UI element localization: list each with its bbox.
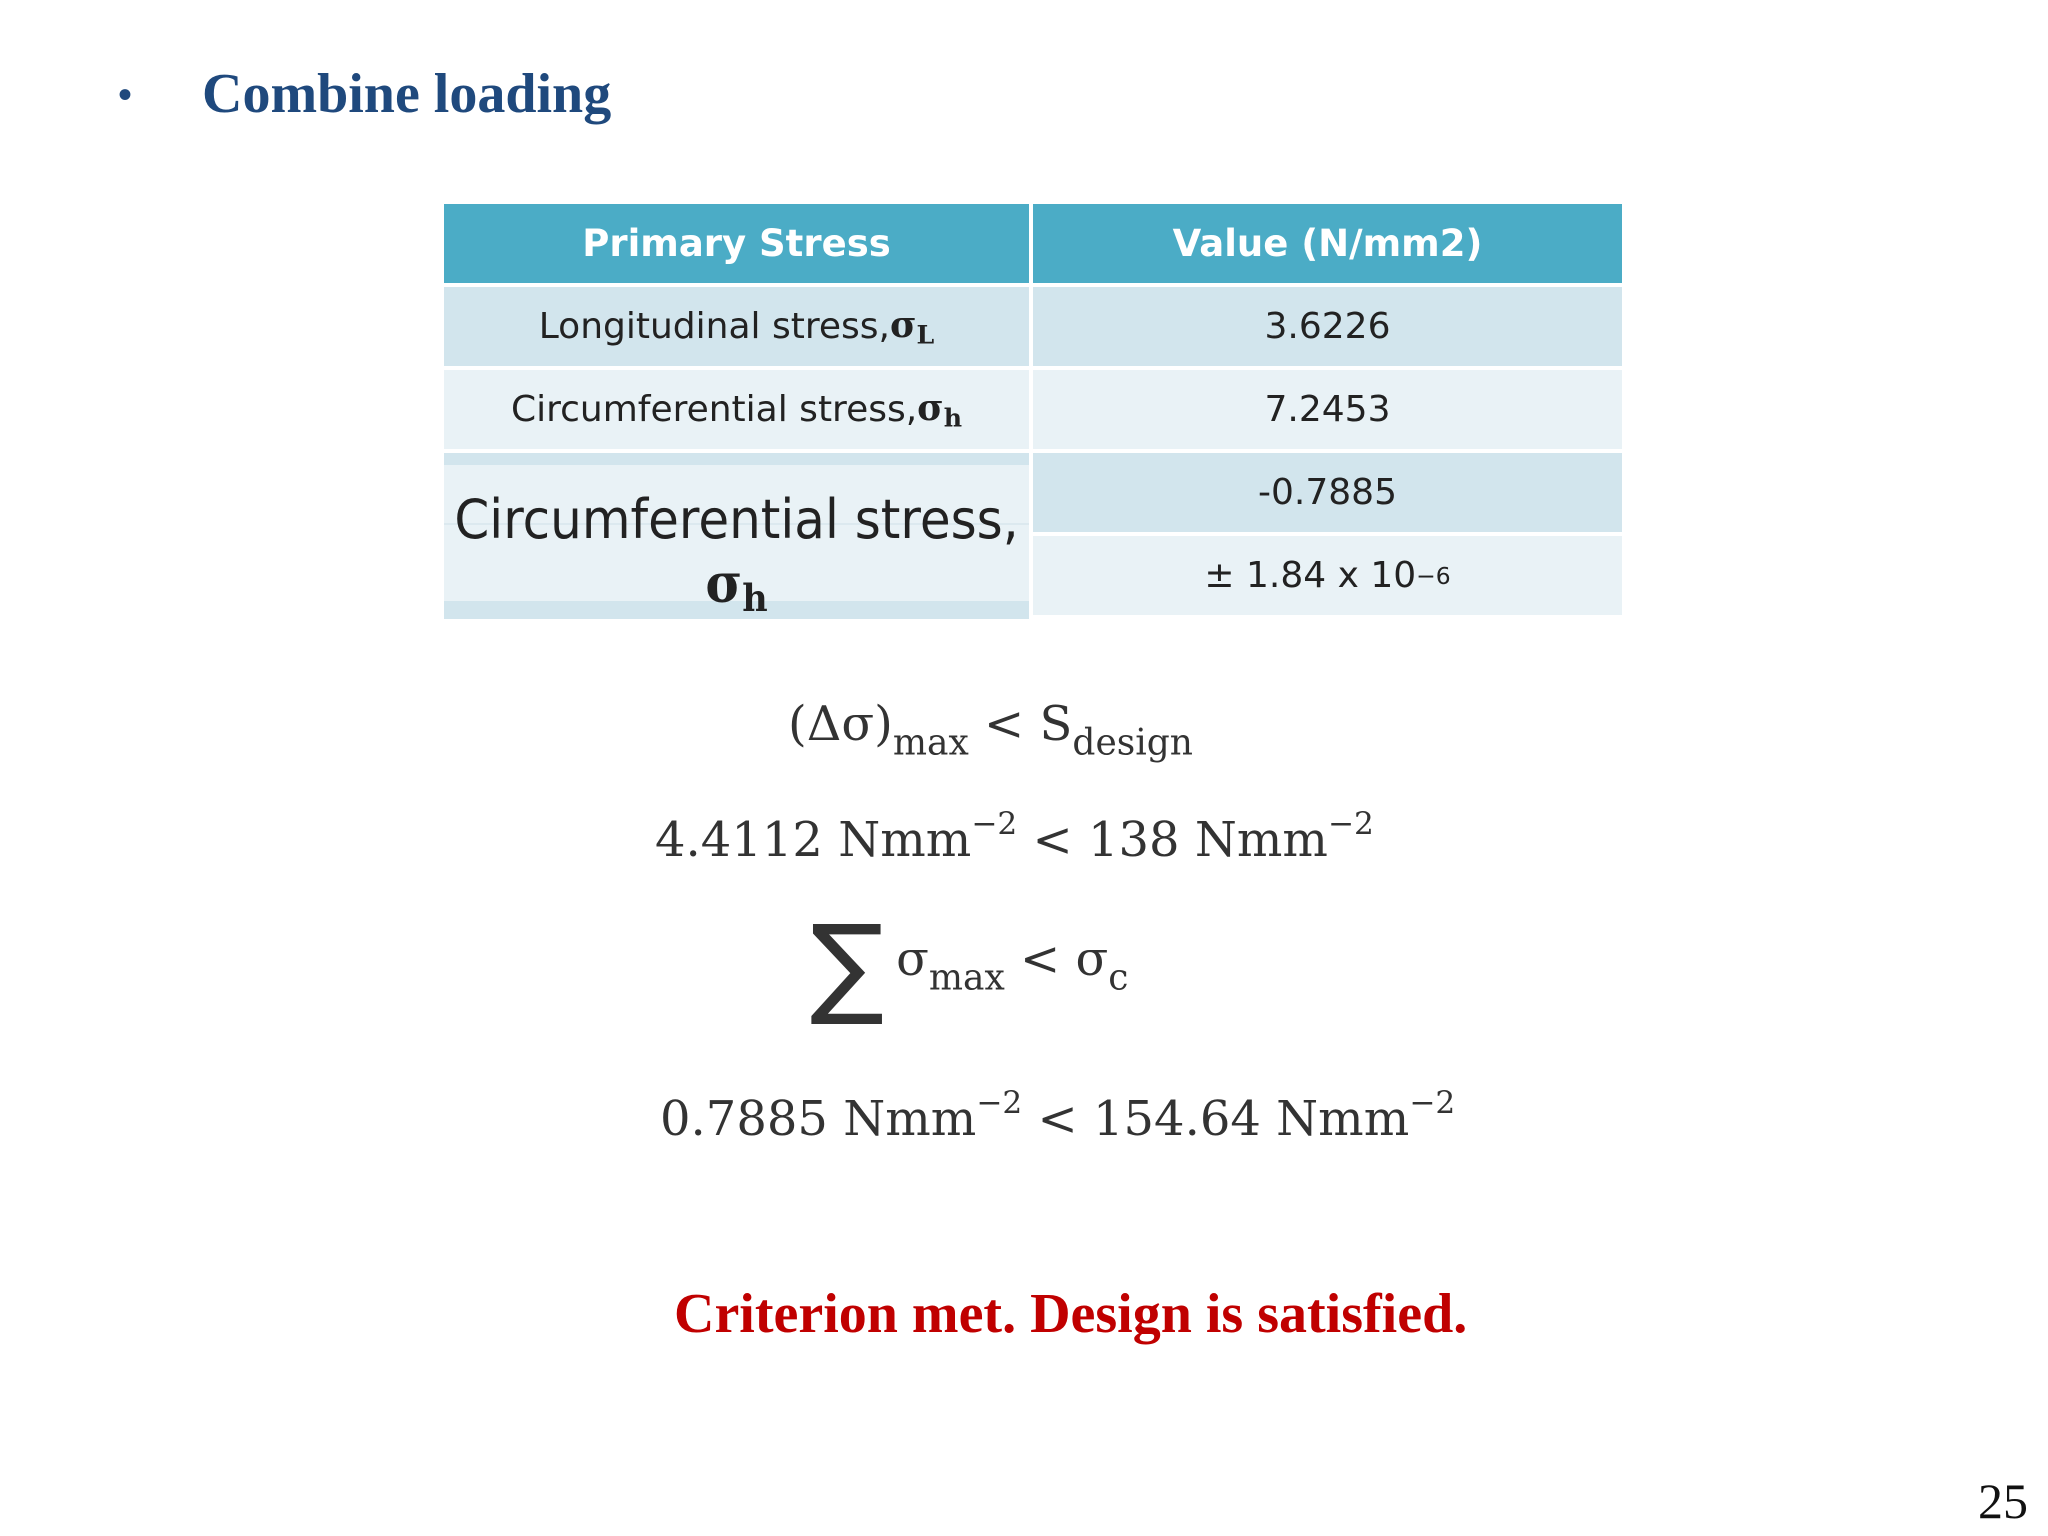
summation-icon: ∑ <box>810 901 885 1029</box>
sigma-subscript: h <box>943 402 963 433</box>
eq1-lhs-sub: max <box>892 722 969 764</box>
stress-table <box>444 204 1622 619</box>
row-value: 3.6226 <box>1033 287 1622 370</box>
eq2-b-sup: −2 <box>1327 806 1374 842</box>
sigma-subscript: L <box>916 319 935 350</box>
eq4-op: < 154.64 Nmm <box>1022 1090 1410 1147</box>
sigma-symbol <box>890 304 934 349</box>
row-label <box>444 370 1033 453</box>
value-mantissa: ± 1.84 x 10 <box>1204 555 1417 596</box>
table-row <box>444 287 1622 370</box>
row-value-scientific <box>1033 536 1622 619</box>
eq2-a: 4.4112 Nmm <box>655 811 972 868</box>
sigma-symbol <box>705 550 768 621</box>
merged-label-text <box>444 488 1029 621</box>
criterion-statement: Criterion met. Design is satisfied. <box>674 1283 1468 1345</box>
eq3-op: < σ <box>1004 931 1109 988</box>
equation-values-1 <box>655 806 1374 868</box>
equation-sum-sigma <box>810 901 1129 1029</box>
eq3-a-sub: max <box>928 957 1005 999</box>
eq2-a-sup: −2 <box>971 806 1018 842</box>
eq4-b-sup: −2 <box>1409 1085 1456 1121</box>
sigma-char: σ <box>917 386 944 429</box>
merged-row-label <box>444 453 1033 619</box>
sigma-char: σ <box>705 550 743 615</box>
eq4-a: 0.7885 Nmm <box>660 1090 977 1147</box>
heading-line <box>118 62 611 126</box>
table-header-row <box>444 204 1622 287</box>
equation-values-2 <box>660 1085 1455 1147</box>
bullet-icon: • <box>118 71 133 117</box>
merged-row-values <box>1033 453 1622 619</box>
eq3-b-sub: c <box>1108 957 1129 999</box>
table-row <box>444 370 1622 453</box>
value-exponent: −6 <box>1416 561 1451 590</box>
row-label-text: Longitudinal stress, <box>538 306 890 347</box>
eq4-a-sup: −2 <box>976 1085 1023 1121</box>
table-row-merged <box>444 453 1622 619</box>
row-label <box>444 287 1033 370</box>
slide-heading: Combine loading <box>202 63 612 125</box>
header-value: Value (N/mm2) <box>1033 204 1622 287</box>
eq1-lhs: (Δσ) <box>788 696 893 752</box>
eq3-body <box>896 931 1128 998</box>
eq1-op: < S <box>968 696 1073 752</box>
eq1-rhs-sub: design <box>1072 722 1193 764</box>
eq3-a: σ <box>896 931 929 988</box>
row-label-text: Circumferential stress, <box>510 389 918 430</box>
eq2-op: < 138 Nmm <box>1017 811 1328 868</box>
page-number: 25 <box>1978 1473 2028 1529</box>
row-value: -0.7885 <box>1033 453 1622 536</box>
header-primary-stress: Primary Stress <box>444 204 1033 287</box>
row-value: 7.2453 <box>1033 370 1622 453</box>
equation-delta-sigma <box>788 696 1193 763</box>
sigma-char: σ <box>889 303 917 346</box>
merged-label-words: Circumferential stress, <box>454 488 1019 551</box>
sigma-subscript: h <box>742 576 768 621</box>
sigma-symbol <box>917 387 962 432</box>
